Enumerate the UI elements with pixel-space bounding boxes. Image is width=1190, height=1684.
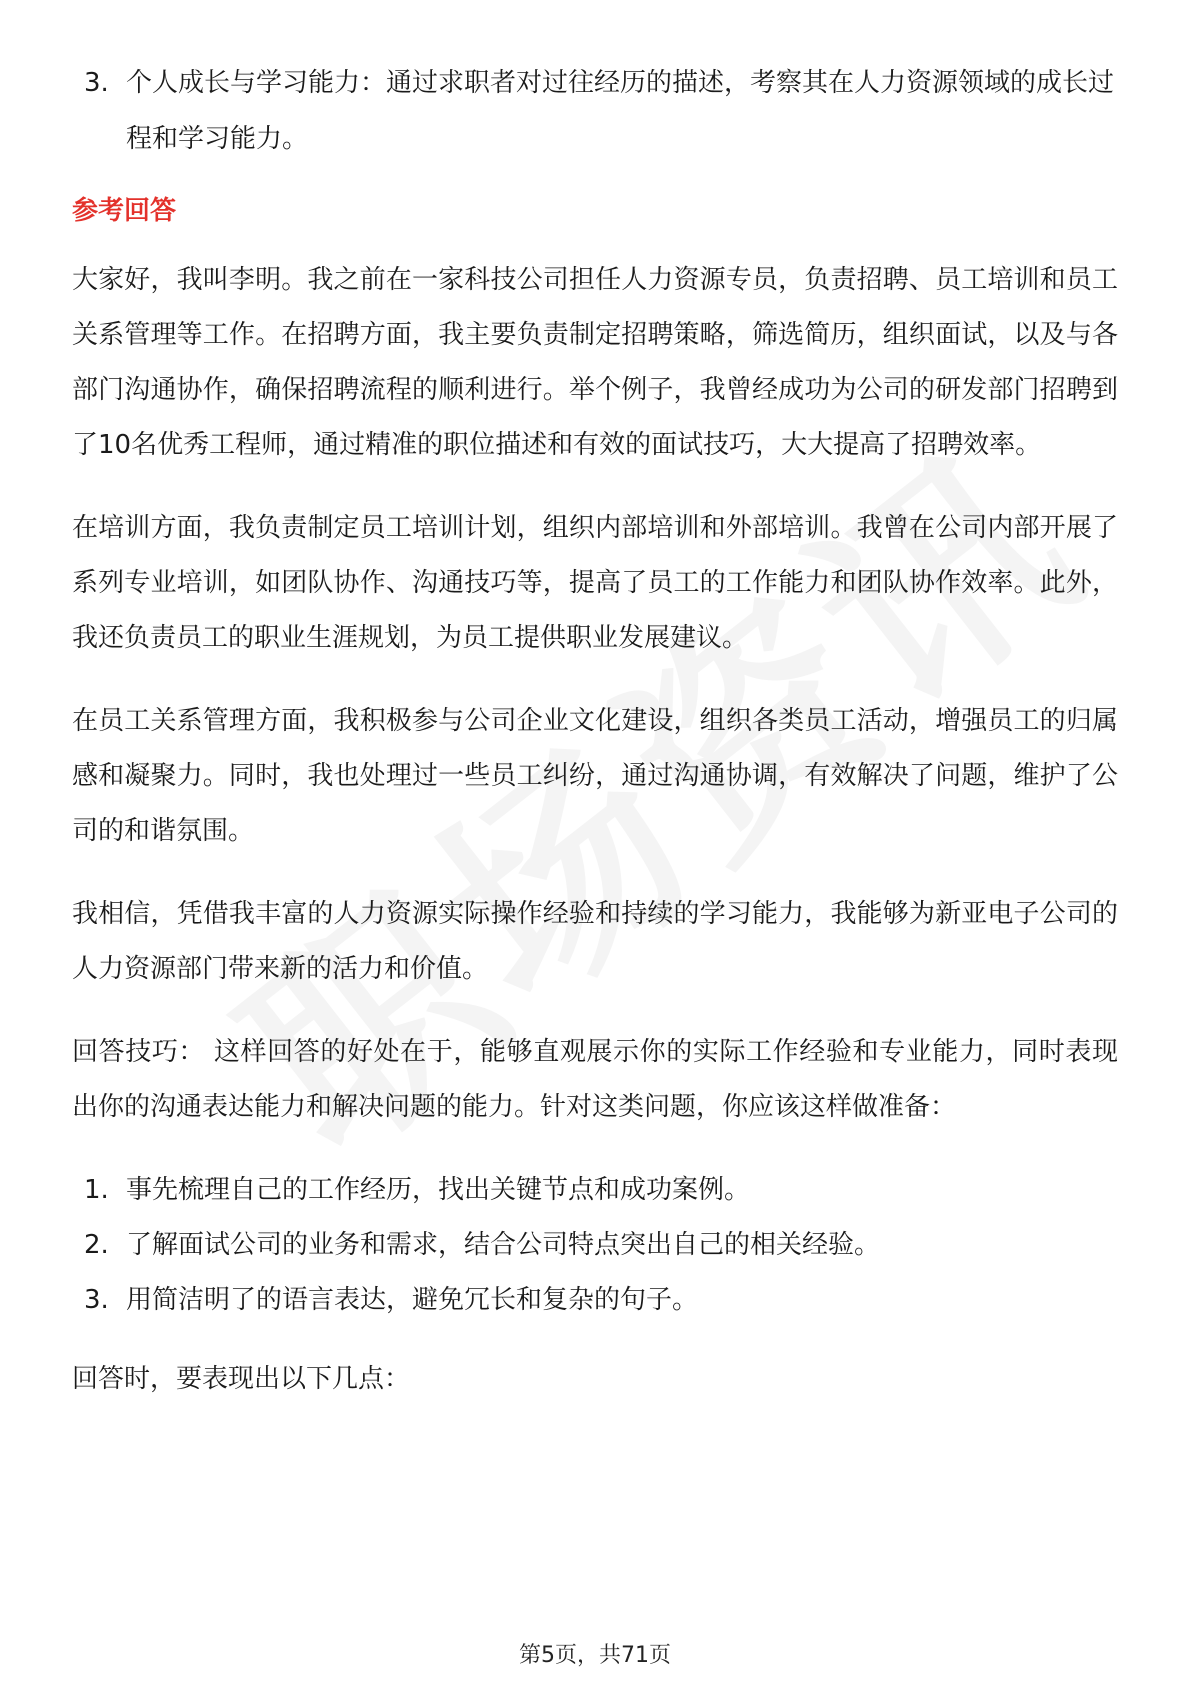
answer-paragraph: 大家好，我叫李明。我之前在一家科技公司担任人力资源专员，负责招聘、员工培训和员工关系管理等工作。在招聘方面，我主要负责制定招聘策略，筛选简历，组织面试，以及与各部门沟通协作，确保招聘流程的顺利进行。举个例子，我曾经成功为公司的研发部门招聘到了10名优秀工程师，通过精准的职位描述和有效的面试技巧，大大提高了招聘效率。 — [72, 265, 1118, 460]
page-number: 第5页，共71页 — [519, 1643, 671, 1668]
list-item-text: 用简洁明了的语言表达，避免冗长和复杂的句子。 — [126, 1285, 699, 1315]
list-item — [72, 1163, 1118, 1218]
answer-paragraph: 在员工关系管理方面，我积极参与公司企业文化建设，组织各类员工活动，增强员工的归属感和凝聚力。同时，我也处理过一些员工纠纷，通过沟通协调，有效解决了问题，维护了公司的和谐氛围。 — [72, 706, 1118, 846]
top-list — [72, 55, 1118, 167]
list-item-text: 事先梳理自己的工作经历，找出关键节点和成功案例。 — [126, 1175, 751, 1205]
list-item-number: 2. — [84, 1230, 109, 1260]
list-item — [72, 1218, 1118, 1273]
closing-text: 回答时，要表现出以下几点： — [72, 1364, 411, 1394]
answer-paragraph: 我相信，凭借我丰富的人力资源实际操作经验和持续的学习能力，我能够为新亚电子公司的人力资源部门带来新的活力和价值。 — [72, 899, 1118, 984]
list-item — [72, 1273, 1118, 1328]
tips-list — [72, 1163, 1118, 1328]
section-heading: 参考回答 — [72, 196, 177, 226]
list-item-number: 3. — [84, 68, 109, 98]
page-content — [72, 55, 1118, 1435]
list-item-text: 个人成长与学习能力：通过求职者对过往经历的描述，考察其在人力资源领域的成长过程和学习能力。 — [126, 68, 1115, 154]
list-item-number: 1. — [84, 1175, 109, 1205]
list-item-text: 了解面试公司的业务和需求，结合公司特点突出自己的相关经验。 — [126, 1230, 881, 1260]
list-item — [72, 55, 1118, 167]
list-item-number: 3. — [84, 1285, 109, 1315]
tips-intro: 回答技巧： 这样回答的好处在于，能够直观展示你的实际工作经验和专业能力，同时表现出你的沟通表达能力和解决问题的能力。针对这类问题，你应该这样做准备： — [72, 1037, 1118, 1122]
answer-paragraph: 在培训方面，我负责制定员工培训计划，组织内部培训和外部培训。我曾在公司内部开展了系列专业培训，如团队协作、沟通技巧等，提高了员工的工作能力和团队协作效率。此外，我还负责员工的职业生涯规划，为员工提供职业发展建议。 — [72, 513, 1118, 653]
